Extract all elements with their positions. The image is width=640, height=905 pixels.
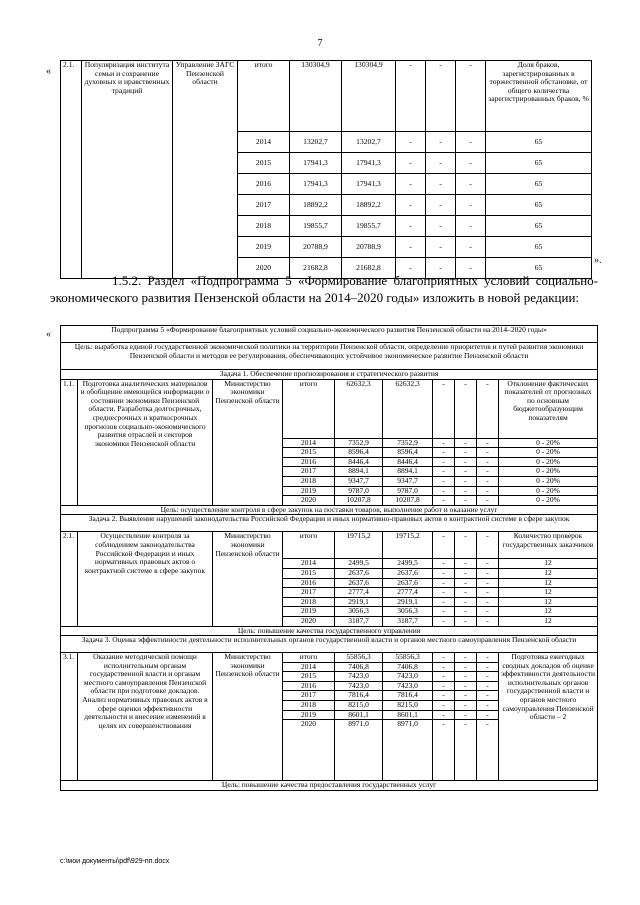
goal-row [61,343,598,370]
cell-year: 2017 [283,691,335,701]
close-quote: ». [594,255,602,266]
cell-v4: - [477,467,499,477]
cell-total: 7406,8 [335,662,383,672]
cell-indicator: 65 [486,132,592,153]
cell-year: 2016 [283,681,335,691]
cell-year: 2018 [238,216,290,237]
cell-indicator: 65 [486,153,592,174]
cell-year: 2019 [238,237,290,258]
cell-v2: - [433,457,455,467]
cell-year: 2019 [283,607,335,617]
subprogram-table [60,325,598,791]
cell-v1: 20788,9 [342,237,396,258]
cell-indicator: 0 - 20% [499,467,598,477]
cell-v2: - [433,701,455,711]
cell-v3: - [455,672,477,682]
cell-v4: - [456,216,486,237]
cell-total: 7816,4 [335,691,383,701]
cell-total: 13202,7 [290,132,342,153]
cell-v2: - [433,496,455,506]
cell-v1: 130304,9 [342,61,396,132]
cell-indicator: 12 [499,588,598,598]
cell-v1: 18892,2 [342,195,396,216]
item-number: 2.1. [61,532,78,626]
cell-total: 17941,3 [290,153,342,174]
cell-year: 2020 [283,720,335,781]
cell-v4: - [477,379,499,438]
cell-total: 19715,2 [335,532,383,559]
table-title-row [61,326,598,343]
cell-v3: - [426,174,456,195]
goal-3: Цель: повышение качества государственного управления [61,626,598,636]
cell-v3: - [426,195,456,216]
cell-indicator: 12 [499,597,598,607]
cell-v2: - [433,616,455,626]
cell-total: 3187,7 [335,616,383,626]
cell-v4: - [477,607,499,617]
cell-v1: 62632,3 [383,379,433,438]
cell-v4: - [477,476,499,486]
cell-indicator: 65 [486,174,592,195]
cell-year: 2017 [238,195,290,216]
cell-v1: 8596,4 [383,448,433,458]
cell-v2: - [433,662,455,672]
open-quote-2: « [46,329,51,340]
cell-indicator: Подготовка ежегодных сводных докладов об оценке эффективности деятельности исполнительных органов государственной власти и органов местного самоуправления Пензенской области – 2 [499,653,598,781]
cell-year: итого [283,653,335,663]
cell-indicator: 65 [486,258,592,279]
cell-v4: - [477,701,499,711]
cell-indicator: 12 [499,578,598,588]
cell-v3: - [455,710,477,720]
cell-v4: - [477,486,499,496]
cell-v1: 9787,0 [383,486,433,496]
cell-v2: - [433,653,455,663]
cell-v2: - [433,438,455,448]
table-row [61,379,598,438]
cell-total: 2499,5 [335,559,383,569]
cell-total: 3056,3 [335,607,383,617]
cell-total: 8596,4 [335,448,383,458]
cell-year: 2015 [238,153,290,174]
task-2-row [61,515,598,532]
cell-v4: - [477,532,499,559]
cell-v3: - [455,532,477,559]
cell-year: 2016 [283,578,335,588]
cell-total: 8601,1 [335,710,383,720]
cell-year: 2018 [283,701,335,711]
cell-indicator: 12 [499,559,598,569]
cell-indicator: 0 - 20% [499,496,598,506]
cell-v4: - [477,559,499,569]
cell-v2: - [433,559,455,569]
cell-v1: 2637,6 [383,568,433,578]
item-executor: Министерство экономики Пензенской области [213,653,283,781]
cell-indicator: 12 [499,568,598,578]
cell-v3: - [455,486,477,496]
cell-v1: 17941,3 [342,153,396,174]
cell-v1: 2777,4 [383,588,433,598]
cell-v3: - [455,653,477,663]
cell-v3: - [426,237,456,258]
cell-v4: - [456,132,486,153]
cell-v1: 2919,1 [383,597,433,607]
cell-year: 2018 [283,597,335,607]
cell-v3: - [455,568,477,578]
cell-v4: - [477,672,499,682]
cell-v2: - [433,607,455,617]
cell-v4: - [477,653,499,663]
cell-v1: 13202,7 [342,132,396,153]
item-executor: Министерство экономики Пензенской области [213,379,283,505]
cell-v2: - [433,568,455,578]
cell-v3: - [426,258,456,279]
goal-3-row [61,626,598,636]
cell-total: 8894,1 [335,467,383,477]
cell-v4: - [477,710,499,720]
cell-year: итого [283,379,335,438]
cell-v1: 7423,0 [383,681,433,691]
cell-v2: - [396,195,426,216]
cell-indicator: 0 - 20% [499,438,598,448]
cell-v4: - [477,720,499,781]
cell-v3: - [455,496,477,506]
item-executor: Управление ЗАГС Пензенской области [173,61,238,279]
cell-total: 55856,3 [335,653,383,663]
cell-year: 2015 [283,448,335,458]
cell-v4: - [477,597,499,607]
cell-v3: - [455,379,477,438]
cell-indicator: Отклонение фактических показателей от прогнозных по основным бюджетообразующим показателям [499,379,598,438]
cell-v4: - [477,616,499,626]
cell-v1: 8971,0 [383,720,433,781]
cell-v1: 17941,3 [342,174,396,195]
cell-v4: - [456,174,486,195]
goal-1: Цель: выработка единой государственной экономической политики на территории Пензенской области, определение приоритетов и путей развития экономики Пензенской области и методов ее регулирования, обеспечивающих устойчивое экономическое развитие Пензенской области [61,343,598,370]
cell-v4: - [456,195,486,216]
cell-v1: 2637,6 [383,578,433,588]
subprogram-title: Подпрограмма 5 «Формирование благоприятных условий социально-экономического развития Пензенской области на 2014–2020 годы» [61,326,598,343]
task-2: Задача 2. Выявление нарушений законодательства Российской Федерации и иных нормативно-правовых актов о контрактной системе в сфере закупок [61,515,598,532]
cell-year: 2018 [283,476,335,486]
cell-indicator: 65 [486,195,592,216]
amendment-paragraph: 1.5.2. Раздел «Подпрограмма 5 «Формирование благоприятных условий социально-экономического развития Пензенской области на 2014–2020 годы» изложить в новой редакции: [50,273,598,305]
open-quote: « [46,66,51,77]
task-row [61,370,598,380]
cell-v3: - [426,61,456,132]
cell-total: 8215,0 [335,701,383,711]
cell-v2: - [433,681,455,691]
item-number: 1.1. [61,379,78,505]
cell-v2: - [433,720,455,781]
cell-v3: - [455,476,477,486]
cell-v4: - [477,448,499,458]
cell-year: 2014 [283,662,335,672]
cell-total: 2919,1 [335,597,383,607]
cell-total: 2637,6 [335,568,383,578]
cell-v3: - [455,720,477,781]
cell-v3: - [455,681,477,691]
cell-v1: 7352,9 [383,438,433,448]
cell-v3: - [455,578,477,588]
cell-v1: 2499,5 [383,559,433,569]
cell-v2: - [433,476,455,486]
cell-v1: 9347,7 [383,476,433,486]
cell-v3: - [455,616,477,626]
cell-v3: - [455,597,477,607]
cell-v4: - [477,568,499,578]
table-row [61,653,598,663]
cell-v1: 8215,0 [383,701,433,711]
cell-total: 7352,9 [335,438,383,448]
cell-v4: - [477,438,499,448]
cell-total: 130304,9 [290,61,342,132]
cell-v2: - [433,578,455,588]
item-number: 2.1. [61,61,82,279]
cell-indicator: 12 [499,607,598,617]
cell-total: 8971,0 [335,720,383,781]
goal-4-row [61,781,598,791]
cell-year: 2016 [283,457,335,467]
cell-v2: - [396,174,426,195]
page-number: 7 [317,38,323,49]
cell-v4: - [477,691,499,701]
cell-v2: - [433,710,455,720]
cell-v1: 3056,3 [383,607,433,617]
item-executor: Министерство экономики Пензенской области [213,532,283,626]
cell-v2: - [433,532,455,559]
cell-v3: - [455,438,477,448]
cell-year: 2020 [283,616,335,626]
cell-total: 21682,8 [290,258,342,279]
cell-indicator: 0 - 20% [499,457,598,467]
table-row [61,532,598,559]
cell-total: 62632,3 [335,379,383,438]
cell-indicator: 65 [486,237,592,258]
cell-v3: - [455,662,477,672]
cell-v2: - [433,486,455,496]
cell-v1: 19855,7 [342,216,396,237]
cell-v3: - [455,467,477,477]
cell-v1: 19715,2 [383,532,433,559]
goal-2: Цель: осуществление контроля в сфере закупок на поставки товаров, выполнение работ и оказание услуг [61,505,598,515]
cell-year: 2014 [283,438,335,448]
file-path: c:\мои документы\pdf\929-пп.docx [60,858,170,865]
cell-v1: 8894,1 [383,467,433,477]
cell-indicator: 0 - 20% [499,476,598,486]
cell-v2: - [396,132,426,153]
cell-total: 18892,2 [290,195,342,216]
cell-v2: - [433,379,455,438]
item-name: Популяризация института семьи и сохранение духовных и нравственных традиций [82,61,173,279]
cell-year: 2020 [238,258,290,279]
cell-v1: 7406,8 [383,662,433,672]
task-3-row [61,636,598,653]
table-row [61,61,592,132]
cell-v1: 3187,7 [383,616,433,626]
cell-v2: - [433,672,455,682]
cell-v3: - [455,588,477,598]
cell-indicator: 0 - 20% [499,448,598,458]
cell-year: 2017 [283,588,335,598]
item-name: Осуществление контроля за соблюдением законодательства Российской Федерации и иных нормативных правовых актов о контрактной системе в сфере закупок [78,532,213,626]
cell-indicator: Доля браков, зарегистрированных в торжественной обстановке, от общего количества зарегистрированных браков, % [486,61,592,132]
cell-v4: - [456,258,486,279]
cell-v3: - [455,448,477,458]
cell-total: 7423,0 [335,672,383,682]
cell-v3: - [455,701,477,711]
cell-v1: 55856,3 [383,653,433,663]
cell-v4: - [477,681,499,691]
cell-v3: - [455,457,477,467]
goal-2-row [61,505,598,515]
cell-v1: 8601,1 [383,710,433,720]
cell-v2: - [433,448,455,458]
cell-v4: - [477,496,499,506]
cell-year: 2015 [283,568,335,578]
task-1: Задача 1. Обеспечение прогнозирования и стратегического развития [61,370,598,380]
cell-v2: - [433,691,455,701]
cell-year: итого [283,532,335,559]
cell-v2: - [433,588,455,598]
cell-total: 2637,6 [335,578,383,588]
cell-v2: - [396,237,426,258]
item-name: Оказание методической помощи исполнительным органам государственной власти и органам местного самоуправления Пензенской области при подготовке докладов. Анализ нормативных правовых актов в сфере оценки эффективности деятельности и внесение изменений в целях их совершенствования [78,653,213,781]
cell-year: 2017 [283,467,335,477]
goal-4: Цель: повышение качества предоставления государственных услуг [61,781,598,791]
cell-year: 2019 [283,486,335,496]
cell-year: итого [238,61,290,132]
cell-year: 2019 [283,710,335,720]
cell-v2: - [396,61,426,132]
cell-v3: - [426,216,456,237]
cell-total: 9787,0 [335,486,383,496]
cell-v1: 21682,8 [342,258,396,279]
cell-v1: 7423,0 [383,672,433,682]
cell-v4: - [477,662,499,672]
cell-v1: 8446,4 [383,457,433,467]
cell-v3: - [426,153,456,174]
cell-v4: - [477,457,499,467]
cell-v3: - [455,607,477,617]
cell-year: 2014 [238,132,290,153]
table-continuation [60,60,592,279]
item-name: Подготовка аналитических материалов и обобщение имеющейся информации о состоянии экономики Пензенской области. Разработка долгосрочных, среднесрочных и краткосрочных прогнозов социально-экономического развития отраслей и секторов экономики Пензенской области [78,379,213,505]
cell-total: 19855,7 [290,216,342,237]
cell-indicator: 0 - 20% [499,486,598,496]
cell-v1: 7816,4 [383,691,433,701]
cell-v2: - [396,258,426,279]
cell-year: 2015 [283,672,335,682]
cell-v2: - [396,153,426,174]
cell-total: 9347,7 [335,476,383,486]
cell-total: 2777,4 [335,588,383,598]
cell-v3: - [455,691,477,701]
cell-v4: - [456,153,486,174]
item-number: 3.1. [61,653,78,781]
cell-v1: 10207,8 [383,496,433,506]
cell-total: 7423,0 [335,681,383,691]
cell-year: 2020 [283,496,335,506]
task-3: Задача 3. Оценка эффективности деятельности исполнительных органов государственной власти и органов местного самоуправления Пензенской области [61,636,598,653]
cell-indicator: Количество проверок государственных заказчиков [499,532,598,559]
cell-total: 17941,3 [290,174,342,195]
cell-total: 20788,9 [290,237,342,258]
cell-v2: - [433,467,455,477]
cell-v4: - [477,588,499,598]
cell-indicator: 12 [499,616,598,626]
cell-year: 2014 [283,559,335,569]
cell-v3: - [426,132,456,153]
cell-v4: - [456,61,486,132]
cell-v4: - [477,578,499,588]
cell-indicator: 65 [486,216,592,237]
cell-v4: - [456,237,486,258]
cell-year: 2016 [238,174,290,195]
cell-total: 10207,8 [335,496,383,506]
cell-v3: - [455,559,477,569]
cell-v2: - [396,216,426,237]
cell-total: 8446,4 [335,457,383,467]
cell-v2: - [433,597,455,607]
